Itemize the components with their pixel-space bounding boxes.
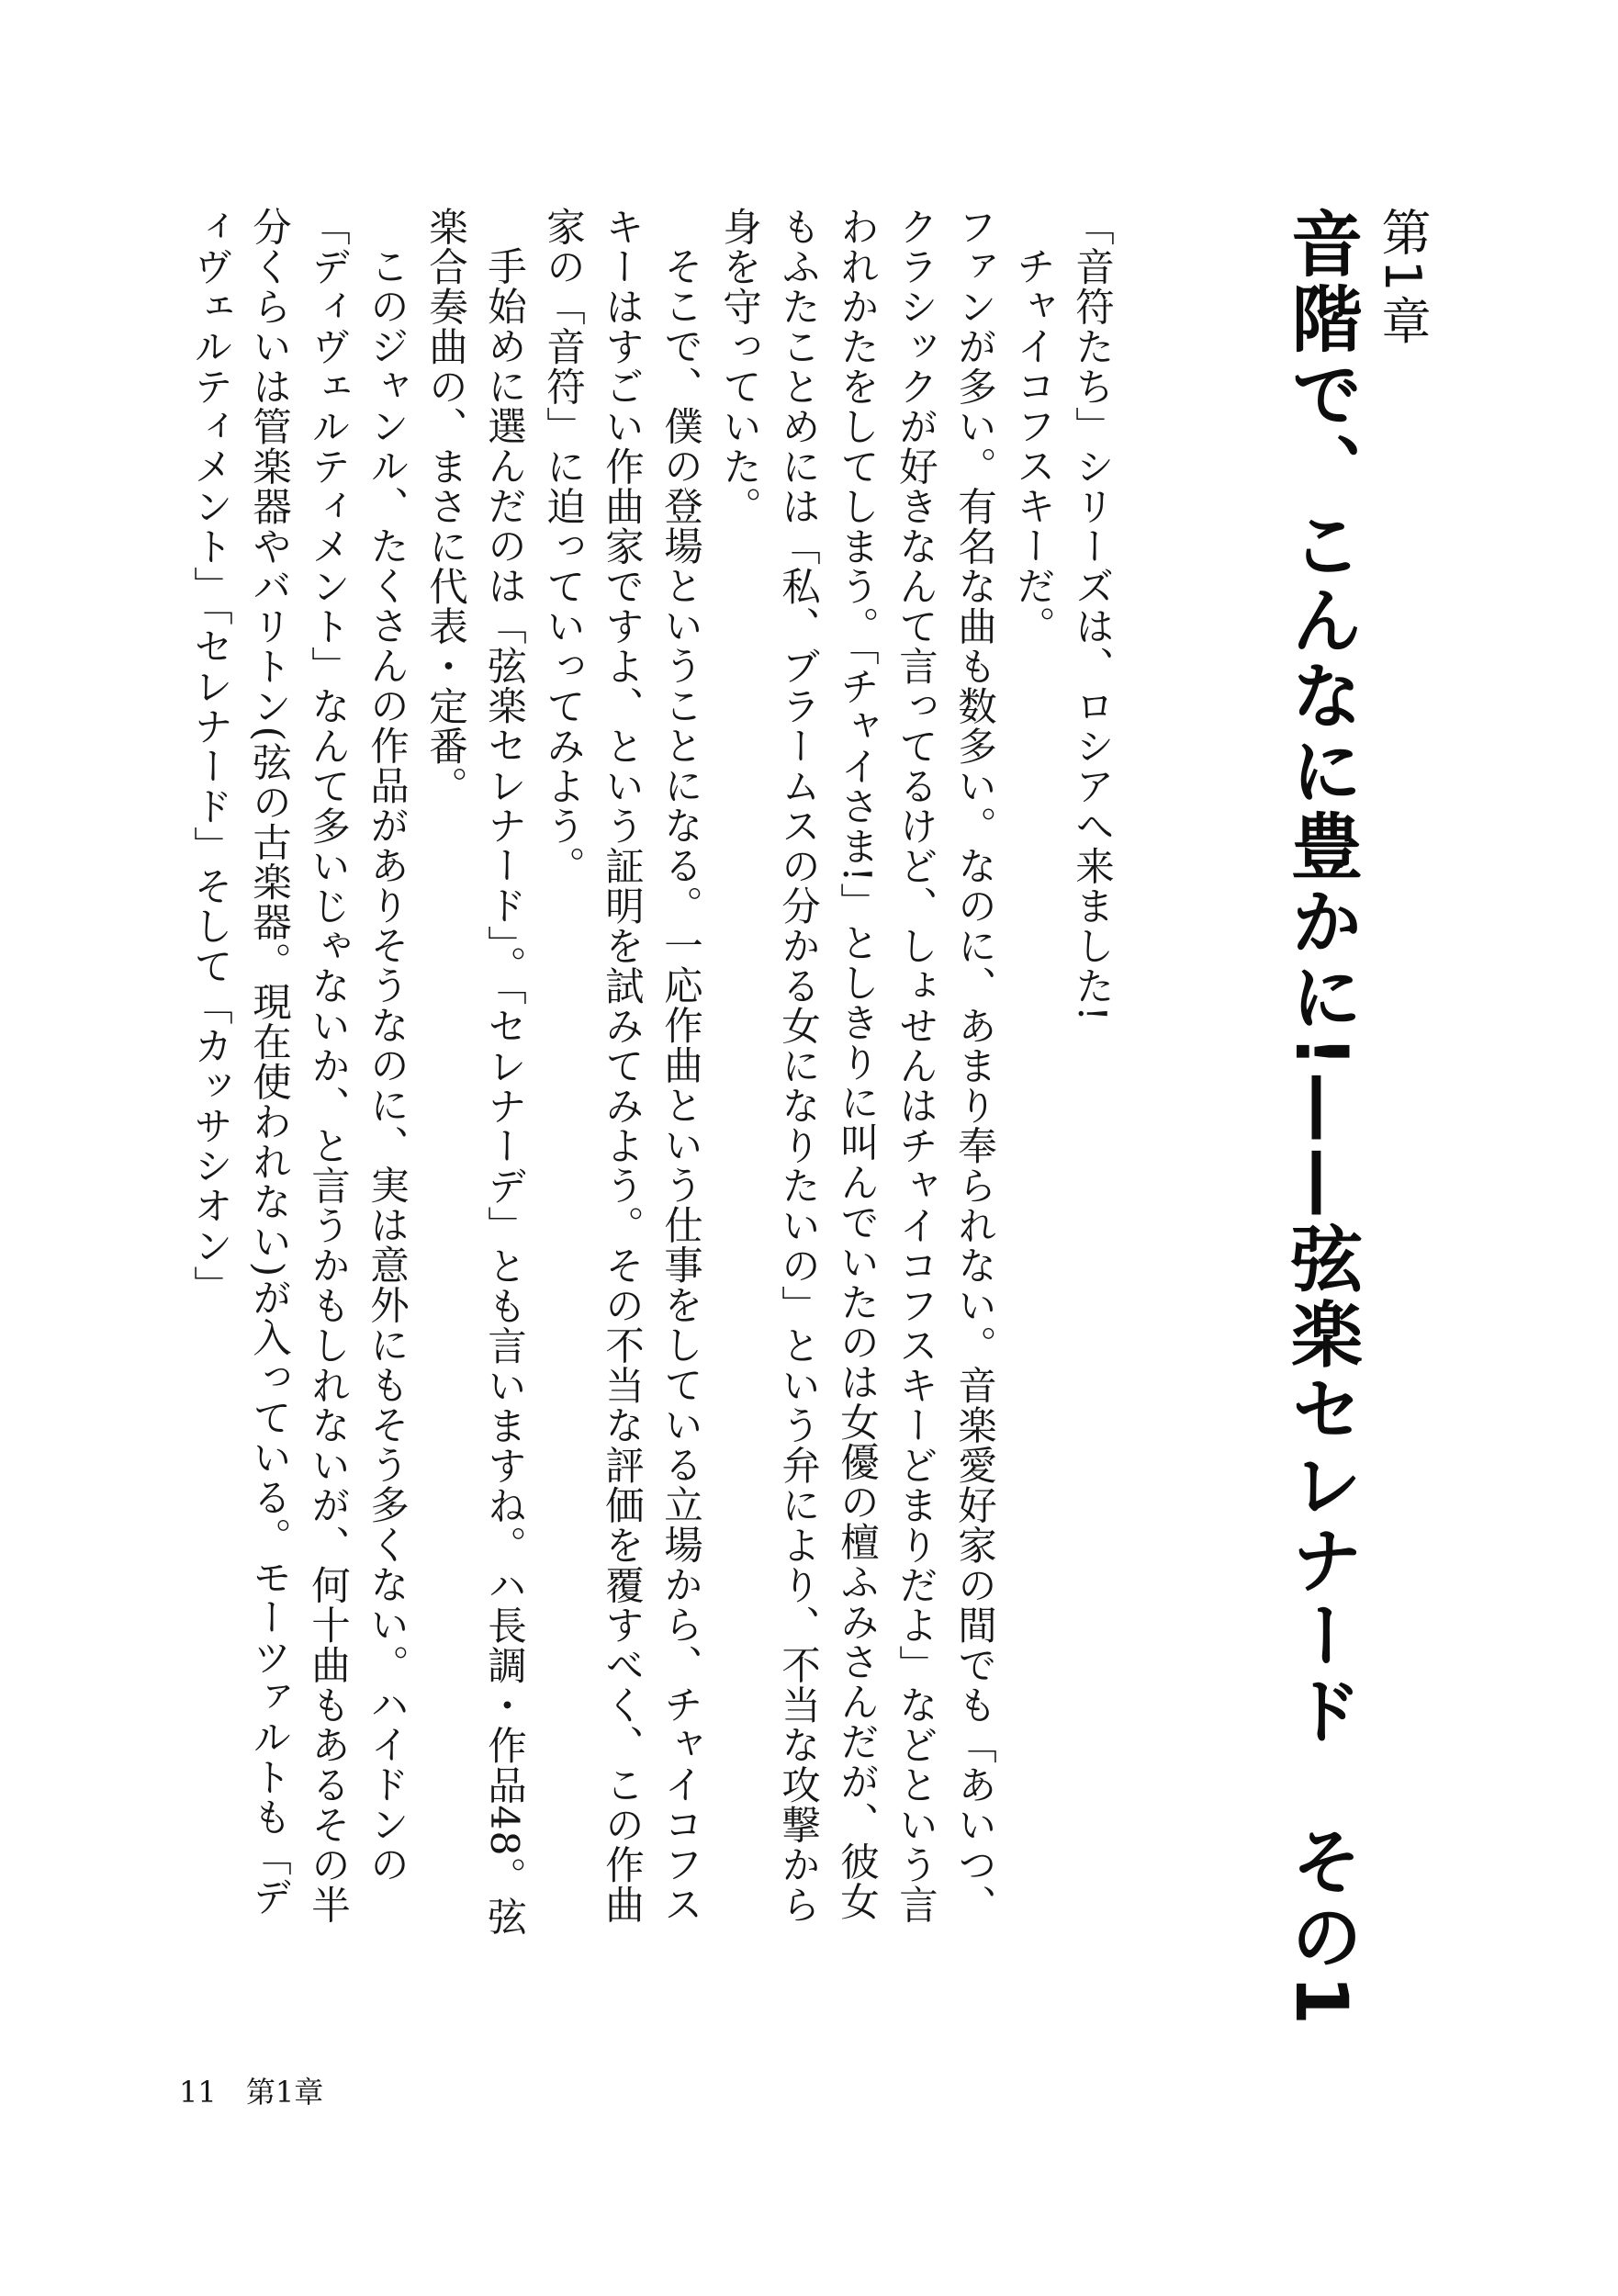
paragraph: チャイコフスキーだ。 [1010,245,1055,646]
page-number: 11 [179,2075,217,2110]
paragraph: そこで、僕の登場ということになる。一応作曲という仕事をしている立場から、チャイコフスキーはすごい作曲家ですよ、という証明を試みてみよう。その不当な評価を覆すべく、この作曲家の「音符」に迫っていってみよう。 [540,207,702,1925]
paragraph: 「音符たち」シリーズは、ロシアへ来ました! [1069,207,1114,1023]
paragraph: 手始めに選んだのは「弦楽セレナード」。「セレナーデ」とも言いますね。ハ長調・作品48。弦楽合奏曲の、まさに代表・定番。 [422,207,526,1937]
paragraph: ファンが多い。有名な曲も数多い。なのに、あまり奉られない。音楽愛好家の間でも「あいつ、クラシックが好きなんて言ってるけど、しょせんはチャイコフスキーどまりだよ」などという言われかたをしてしまう。「チャイさま!」としきりに叫んでいたのは女優の檀ふみさんだが、彼女もふたことめには「私、ブラームスの分かる女になりたいの」という弁により、不当な攻撃から身を守っていた。 [716,207,996,1925]
chapter-title: 音階で、こんなに豊かに!——弦楽セレナード その1 [1279,207,1362,2029]
paragraph: このジャンル、たくさんの作品がありそうなのに、実は意外にもそう多くない。ハイドンの「ディヴェルティメント」なんて多いじゃないか、と言うかもしれないが、何十曲もあるその半分くらいは管楽器やバリトン(弦の古楽器。現在使われない)が入っている。モーツァルトも「ディヴェルティメント」「セレナード」そして「カッサシオン」 [187,207,409,1925]
page-footer [179,2069,323,2111]
running-head: 第1章 [245,2075,324,2110]
body-text [138,207,1120,1942]
chapter-heading [1212,207,1433,2029]
chapter-label: 第1章 [1374,207,1432,349]
